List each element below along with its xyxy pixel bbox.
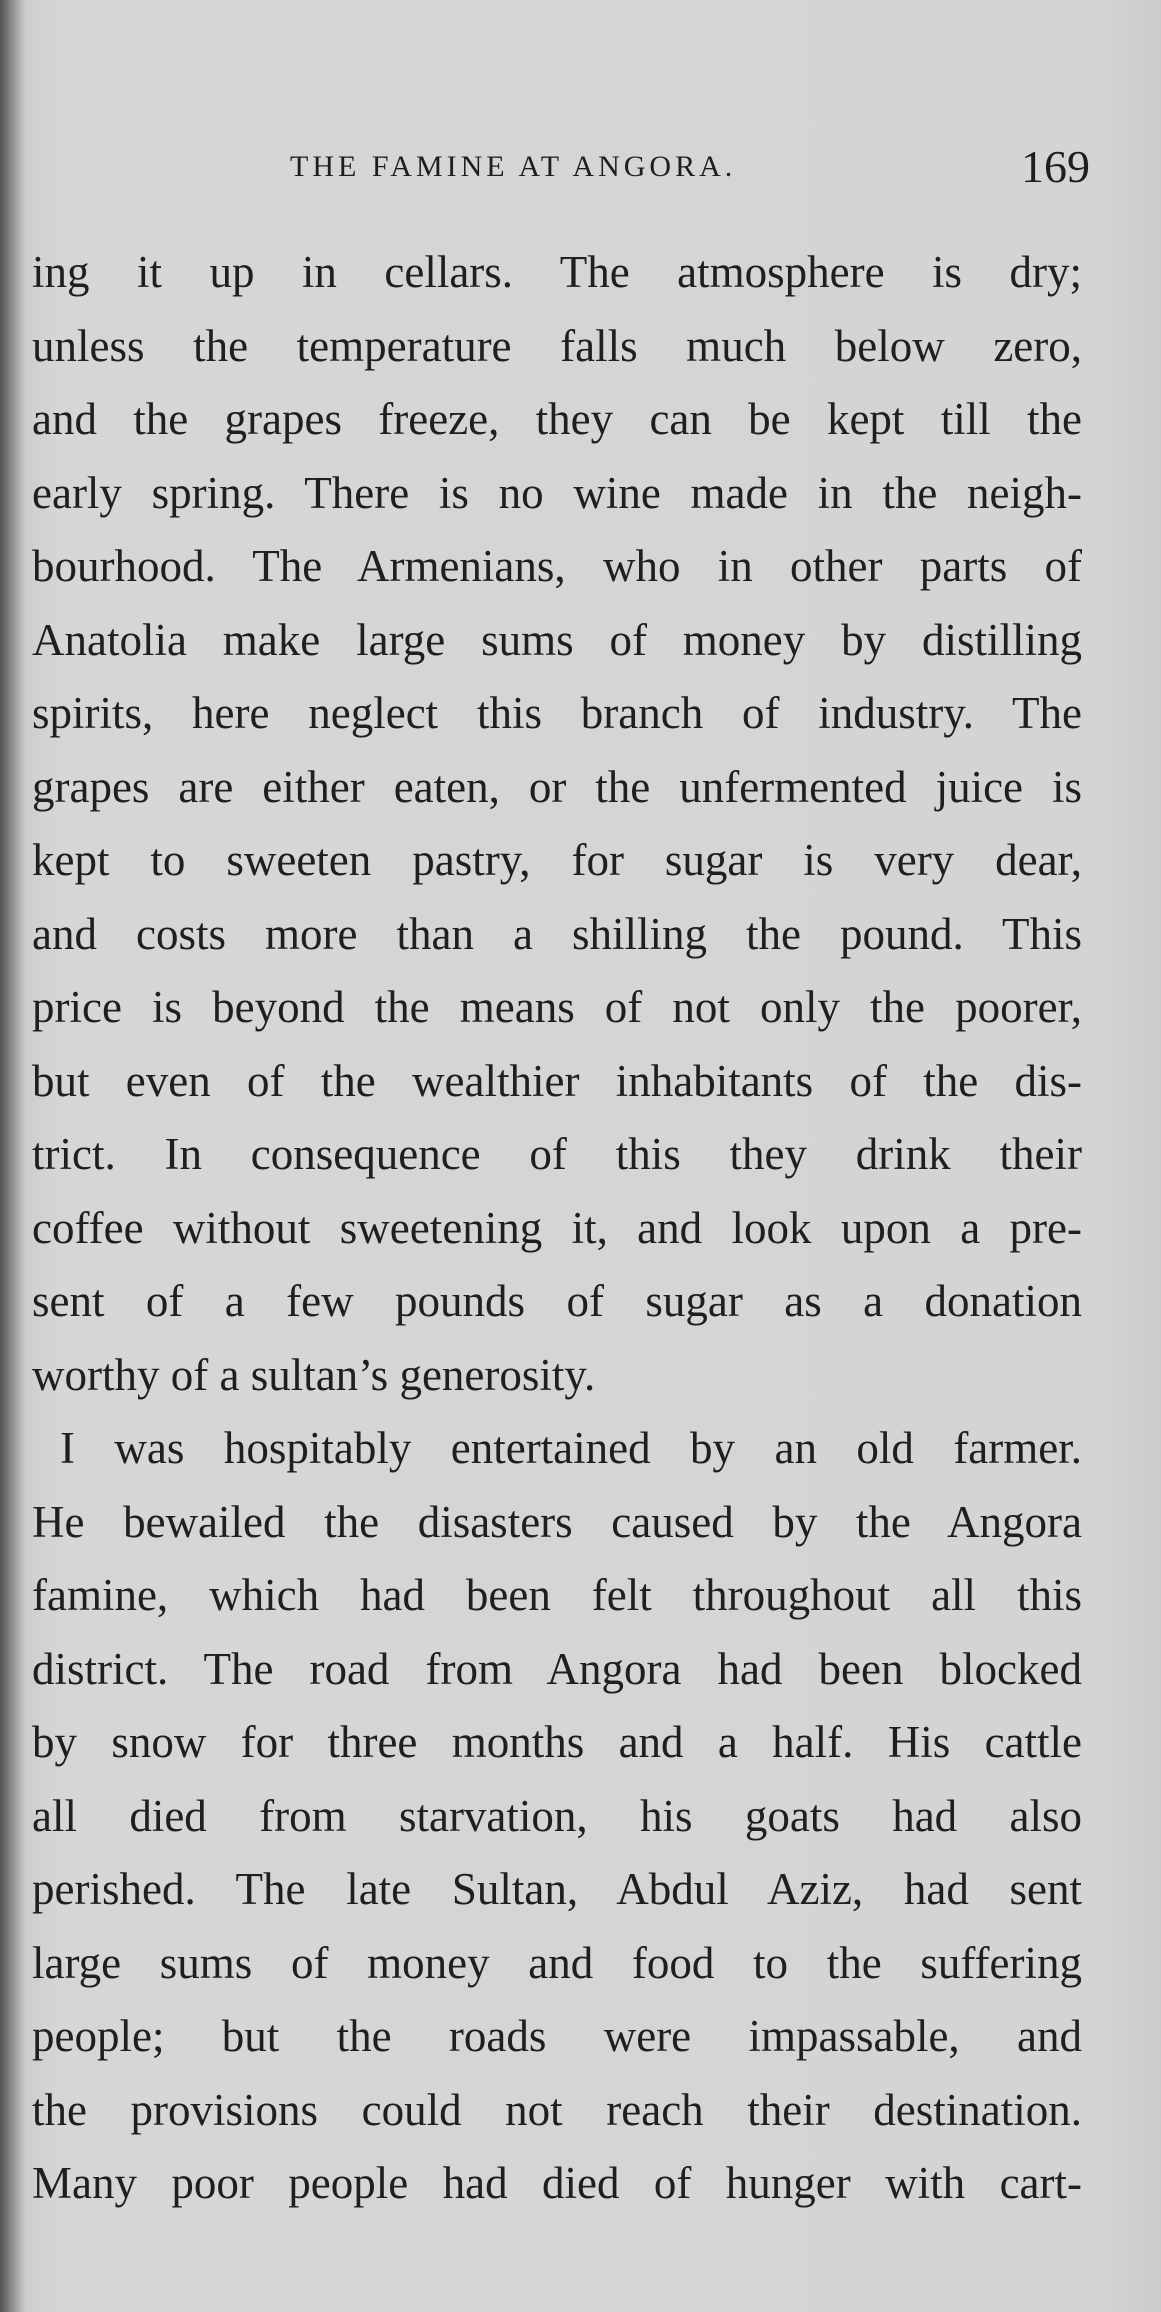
paragraph-2 xyxy=(32,1412,1082,2221)
body-text xyxy=(32,236,1082,2221)
text-line: He bewailed the disasters caused by the Angora xyxy=(32,1496,1082,1547)
text-line: worthy of a sultan’s generosity. xyxy=(32,1349,596,1400)
text-line: grapes are either eaten, or the unfermented juice is xyxy=(32,761,1082,812)
text-line: early spring. There is no wine made in the neigh- xyxy=(32,467,1082,518)
running-head: THE FAMINE AT ANGORA. xyxy=(290,150,737,183)
text-line: spirits, here neglect this branch of industry. The xyxy=(32,688,1082,738)
text-line: unless the temperature falls much below zero, xyxy=(32,320,1082,371)
text-line: price is beyond the means of not only the poorer, xyxy=(32,982,1082,1032)
page-header xyxy=(30,140,1090,200)
text-line: large sums of money and food to the suffering xyxy=(32,1937,1082,1988)
text-line: Anatolia make large sums of money by distilling xyxy=(32,614,1082,665)
text-line: all died from starvation, his goats had also xyxy=(32,1790,1082,1841)
text-line: district. The road from Angora had been blocked xyxy=(32,1643,1082,1694)
gutter-shadow xyxy=(0,0,26,2312)
text-line: trict. In consequence of this they drink their xyxy=(32,1129,1082,1179)
text-line: bourhood. The Armenians, who in other parts of xyxy=(32,541,1082,591)
text-line: I was hospitably entertained by an old farmer. xyxy=(60,1423,1082,1473)
text-line: coffee without sweetening it, and look upon a pre- xyxy=(32,1202,1082,1253)
paragraph-1 xyxy=(32,236,1082,1412)
text-line: people; but the roads were impassable, and xyxy=(32,2011,1082,2061)
text-line: by snow for three months and a half. His cattle xyxy=(32,1717,1082,1767)
text-line: ing it up in cellars. The atmosphere is dry; xyxy=(32,247,1082,297)
page-number: 169 xyxy=(1021,141,1090,192)
text-line: and the grapes freeze, they can be kept till the xyxy=(32,394,1082,444)
text-line: famine, which had been felt throughout all this xyxy=(32,1570,1082,1620)
text-line: kept to sweeten pastry, for sugar is very dear, xyxy=(32,835,1082,885)
text-line: the provisions could not reach their destination. xyxy=(32,2084,1082,2135)
text-line: perished. The late Sultan, Abdul Aziz, had sent xyxy=(32,1864,1082,1914)
text-line: and costs more than a shilling the pound. This xyxy=(32,908,1082,959)
text-line: sent of a few pounds of sugar as a donation xyxy=(32,1276,1082,1326)
text-line: but even of the wealthier inhabitants of the dis- xyxy=(32,1055,1082,1106)
text-line: Many poor people had died of hunger with cart- xyxy=(32,2158,1082,2208)
